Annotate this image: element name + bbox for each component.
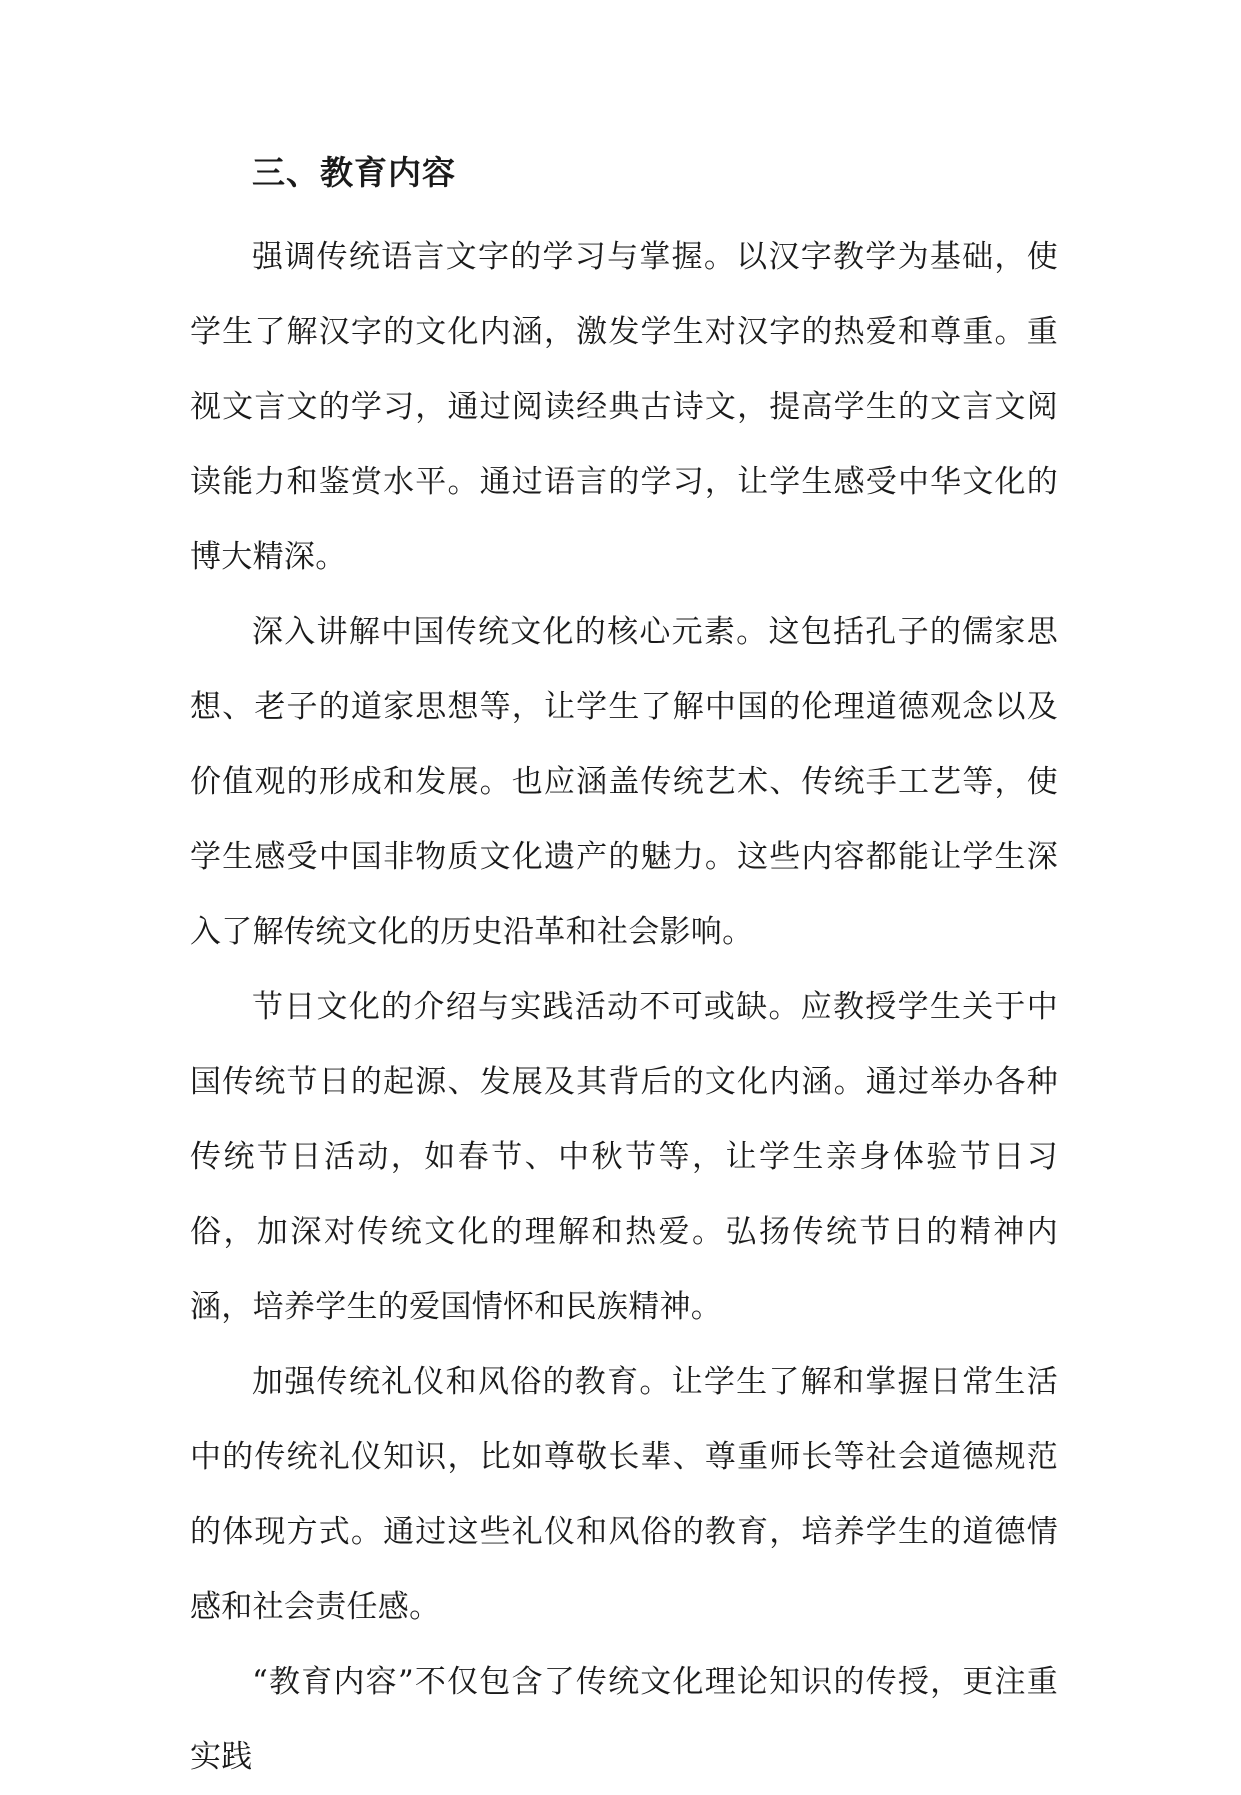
paragraph-festival-culture: 节日文化的介绍与实践活动不可或缺。应教授学生关于中国传统节日的起源、发展及其背后的文化内涵。通过举办各种传统节日活动，如春节、中秋节等，让学生亲身体验节日习俗，加深对传统文化的理解和热爱。弘扬传统节日的精神内涵，培养学生的爱国情怀和民族精神。 <box>190 989 1058 1325</box>
paragraph-core-elements: 深入讲解中国传统文化的核心元素。这包括孔子的儒家思想、老子的道家思想等，让学生了解中国的伦理道德观念以及价值观的形成和发展。也应涵盖传统艺术、传统手工艺等，使学生感受中国非物质文化遗产的魅力。这些内容都能让学生深入了解传统文化的历史沿革和社会影响。 <box>190 614 1058 950</box>
paragraph-etiquette: 加强传统礼仪和风俗的教育。让学生了解和掌握日常生活中的传统礼仪知识，比如尊敬长辈、尊重师长等社会道德规范的体现方式。通过这些礼仪和风俗的教育，培养学生的道德情感和社会责任感。 <box>190 1364 1058 1625</box>
section-heading: 三、教育内容 <box>252 153 456 192</box>
paragraph-language-study: 强调传统语言文字的学习与掌握。以汉字教学为基础，使学生了解汉字的文化内涵，激发学生对汉字的热爱和尊重。重视文言文的学习，通过阅读经典古诗文，提高学生的文言文阅读能力和鉴赏水平。通过语言的学习，让学生感受中华文化的博大精深。 <box>190 239 1058 575</box>
paragraph-summary: “教育内容”不仅包含了传统文化理论知识的传授，更注重实践 <box>190 1664 1058 1775</box>
section-body <box>190 220 1058 1795</box>
